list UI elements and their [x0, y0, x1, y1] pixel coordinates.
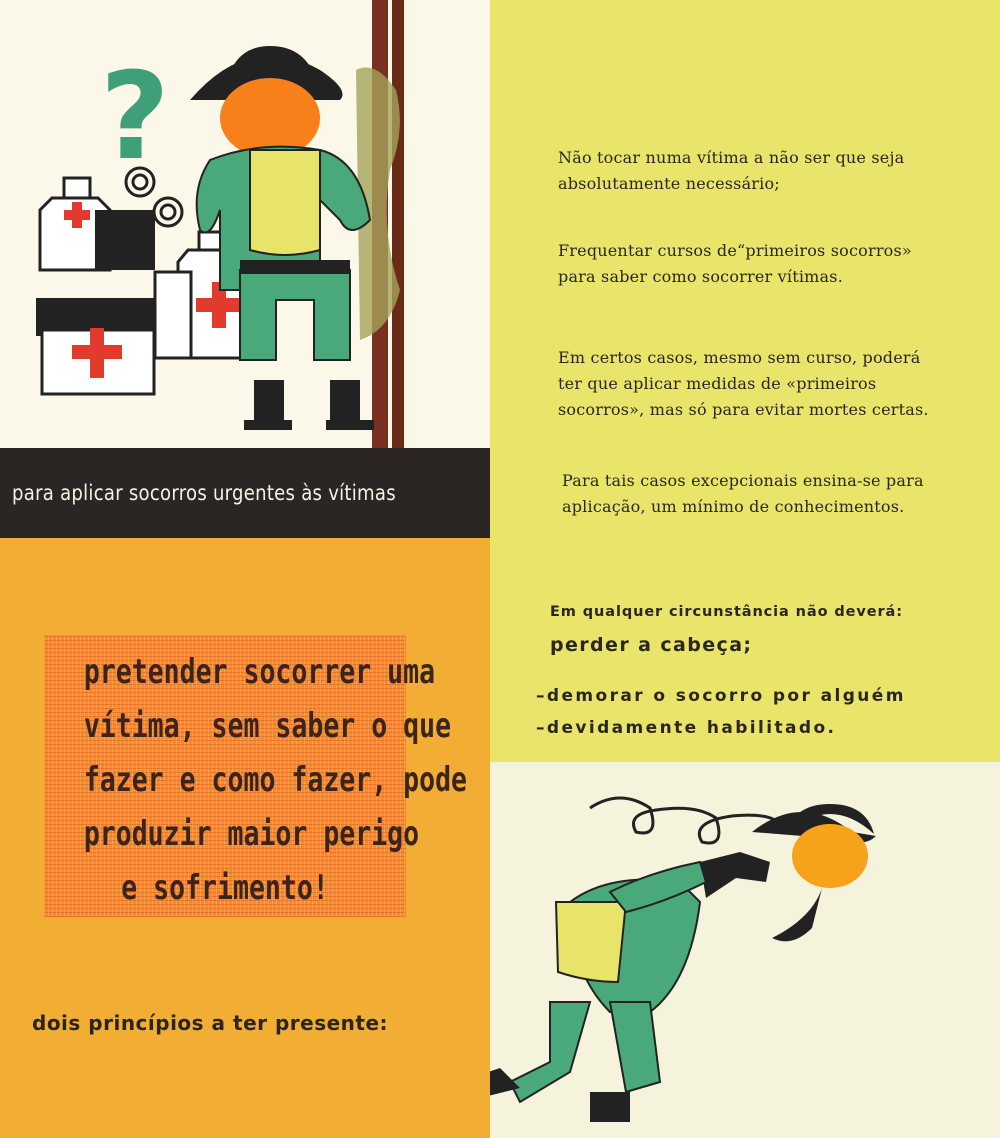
- running-figure-icon: [490, 804, 876, 1122]
- circumstance-item: –demorar o socorro por alguém: [536, 686, 906, 706]
- running-figure-illustration: [490, 762, 1000, 1138]
- paragraph: [558, 145, 904, 197]
- circumstance-heading: Em qualquer circunstância não deverá:: [550, 604, 903, 620]
- paragraph: [558, 238, 912, 290]
- paragraph: [562, 468, 924, 520]
- orange-panel: [0, 538, 490, 1138]
- paragraph-line: aplicação, um mínimo de conhecimentos.: [562, 497, 905, 516]
- motion-lines-icon: [590, 798, 782, 843]
- warning-line: vítima, sem saber o que: [83, 706, 452, 746]
- paragraph-line: absolutamente necessário;: [558, 174, 780, 193]
- worker-figure-icon: [190, 0, 404, 448]
- banner-text: para aplicar socorros urgentes às vítimas: [12, 481, 396, 505]
- yellow-panel: [490, 0, 1000, 762]
- warning-line: fazer e como fazer, pode: [83, 760, 468, 800]
- warning-box: [44, 635, 468, 917]
- paragraph-line: Em certos casos, mesmo sem curso, poderá: [558, 348, 921, 367]
- first-aid-illustration: [0, 0, 490, 448]
- paragraph-line: Para tais casos excepcionais ensina-se para: [562, 471, 924, 490]
- circumstance-item: perder a cabeça;: [550, 634, 753, 656]
- warning-line: produzir maior perigo: [83, 814, 420, 854]
- paragraph-line: Frequentar cursos de“primeiros socorros»: [558, 241, 912, 260]
- warning-line: e sofrimento!: [121, 868, 329, 908]
- paragraph-line: socorros», mas só para evitar mortes certas.: [558, 400, 929, 419]
- warning-text: [83, 645, 468, 915]
- paragraph-line: Não tocar numa vítima a não ser que seja: [558, 148, 905, 167]
- paragraph: [558, 345, 929, 423]
- banner: [0, 448, 490, 538]
- paragraph-line: para saber como socorrer vítimas.: [558, 267, 843, 286]
- principles-label: dois princípios a ter presente:: [32, 1011, 389, 1035]
- question-mark-icon: ?: [100, 48, 170, 187]
- warning-line: pretender socorrer uma: [83, 652, 436, 692]
- paragraph-line: ter que aplicar medidas de «primeiros: [558, 374, 877, 393]
- circumstance-item: –devidamente habilitado.: [536, 718, 837, 738]
